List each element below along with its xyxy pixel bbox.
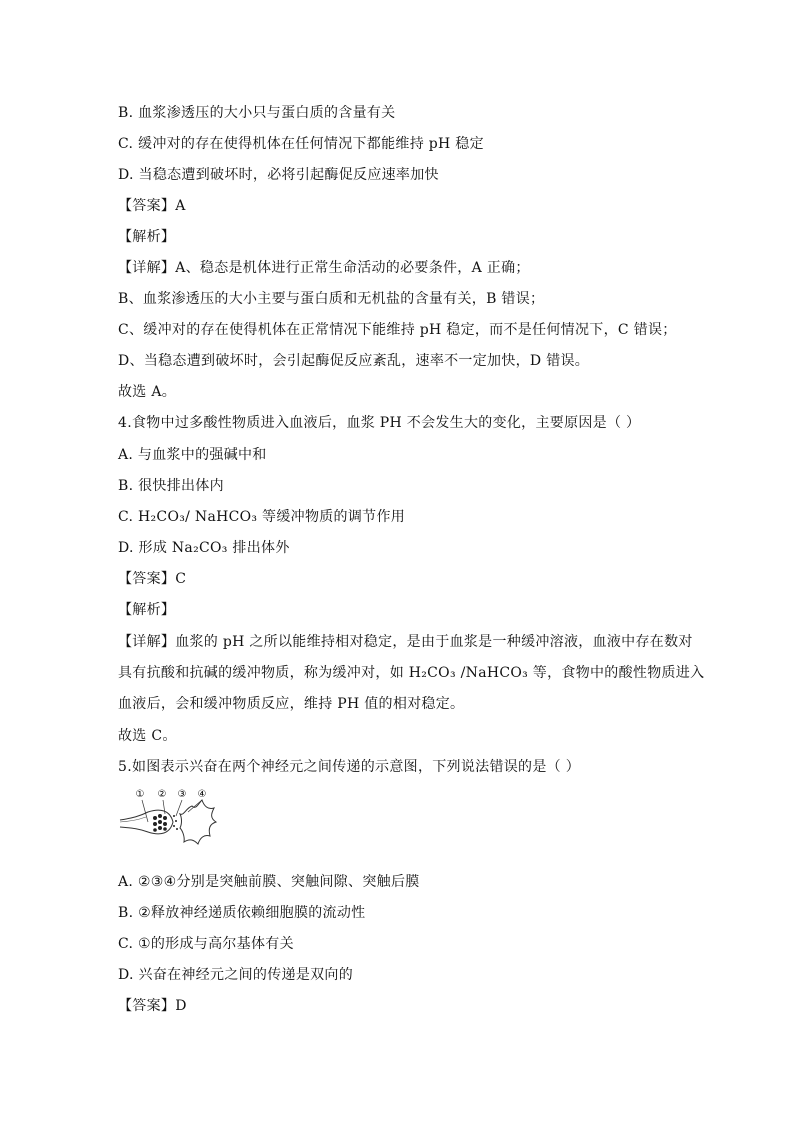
synapse-diagram [118, 784, 223, 856]
option-d-q5: D. 兴奋在神经元之间的传递是双向的 [118, 967, 354, 983]
explanation-q3-b: B、血浆渗透压的大小主要与蛋白质和无机盐的含量有关，B 错误； [118, 291, 545, 307]
option-c-q4: C. H₂CO₃/ NaHCO₃ 等缓冲物质的调节作用 [118, 509, 406, 525]
diagram-label-2: ② [157, 789, 167, 800]
explanation-q4-line1: 【详解】血浆的 pH 之所以能维持相对稳定，是由于血浆是一种缓冲溶液，血液中存在数对 [118, 634, 693, 650]
question-5: 5.如图表示兴奋在两个神经元之间传递的示意图，下列说法错误的是（ ） [118, 759, 581, 775]
explanation-q3-c: C、缓冲对的存在使得机体在正常情况下能维持 pH 稳定，而不是任何情况下，C 错误； [118, 322, 677, 338]
option-c-q3: C. 缓冲对的存在使得机体在任何情况下都能维持 pH 稳定 [118, 136, 484, 152]
question-4: 4.食物中过多酸性物质进入血液后，血浆 PH 不会发生大的变化，主要原因是（ ） [118, 415, 641, 431]
option-d-q4: D. 形成 Na₂CO₃ 排出体外 [118, 540, 290, 556]
option-d-q3: D. 当稳态遭到破坏时，必将引起酶促反应速率加快 [118, 167, 439, 183]
answer-q4: 【答案】C [118, 571, 187, 587]
explanation-q4-line2: 具有抗酸和抗碱的缓冲物质，称为缓冲对，如 H₂CO₃ /NaHCO₃ 等，食物中的酸性物质进入 [118, 665, 705, 681]
option-a-q4: A. 与血浆中的强碱中和 [118, 447, 267, 463]
option-a-q5: A. ②③④分别是突触前膜、突触间隙、突触后膜 [118, 874, 420, 890]
explanation-q3-a: 【详解】A、稳态是机体进行正常生命活动的必要条件，A 正确； [118, 260, 530, 276]
analysis-heading-q4: 【解析】 [118, 602, 176, 618]
answer-q5: 【答案】D [118, 998, 187, 1014]
option-b-q5: B. ②释放神经递质依赖细胞膜的流动性 [118, 905, 366, 921]
choose-q4: 故选 C。 [118, 728, 177, 744]
explanation-q4-line3: 血液后，会和缓冲物质反应，维持 PH 值的相对稳定。 [118, 696, 465, 712]
option-b-q3: B. 血浆渗透压的大小只与蛋白质的含量有关 [118, 105, 396, 121]
option-c-q5: C. ①的形成与高尔基体有关 [118, 936, 294, 952]
explanation-q3-d: D、当稳态遭到破坏时，会引起酶促反应紊乱，速率不一定加快，D 错误。 [118, 353, 590, 369]
diagram-label-3: ③ [177, 789, 187, 800]
diagram-label-1: ① [135, 789, 145, 800]
diagram-label-4: ④ [197, 789, 207, 800]
analysis-heading-q3: 【解析】 [118, 229, 176, 245]
choose-q3: 故选 A。 [118, 384, 177, 400]
answer-q3: 【答案】A [118, 198, 186, 214]
option-b-q4: B. 很快排出体内 [118, 478, 224, 494]
